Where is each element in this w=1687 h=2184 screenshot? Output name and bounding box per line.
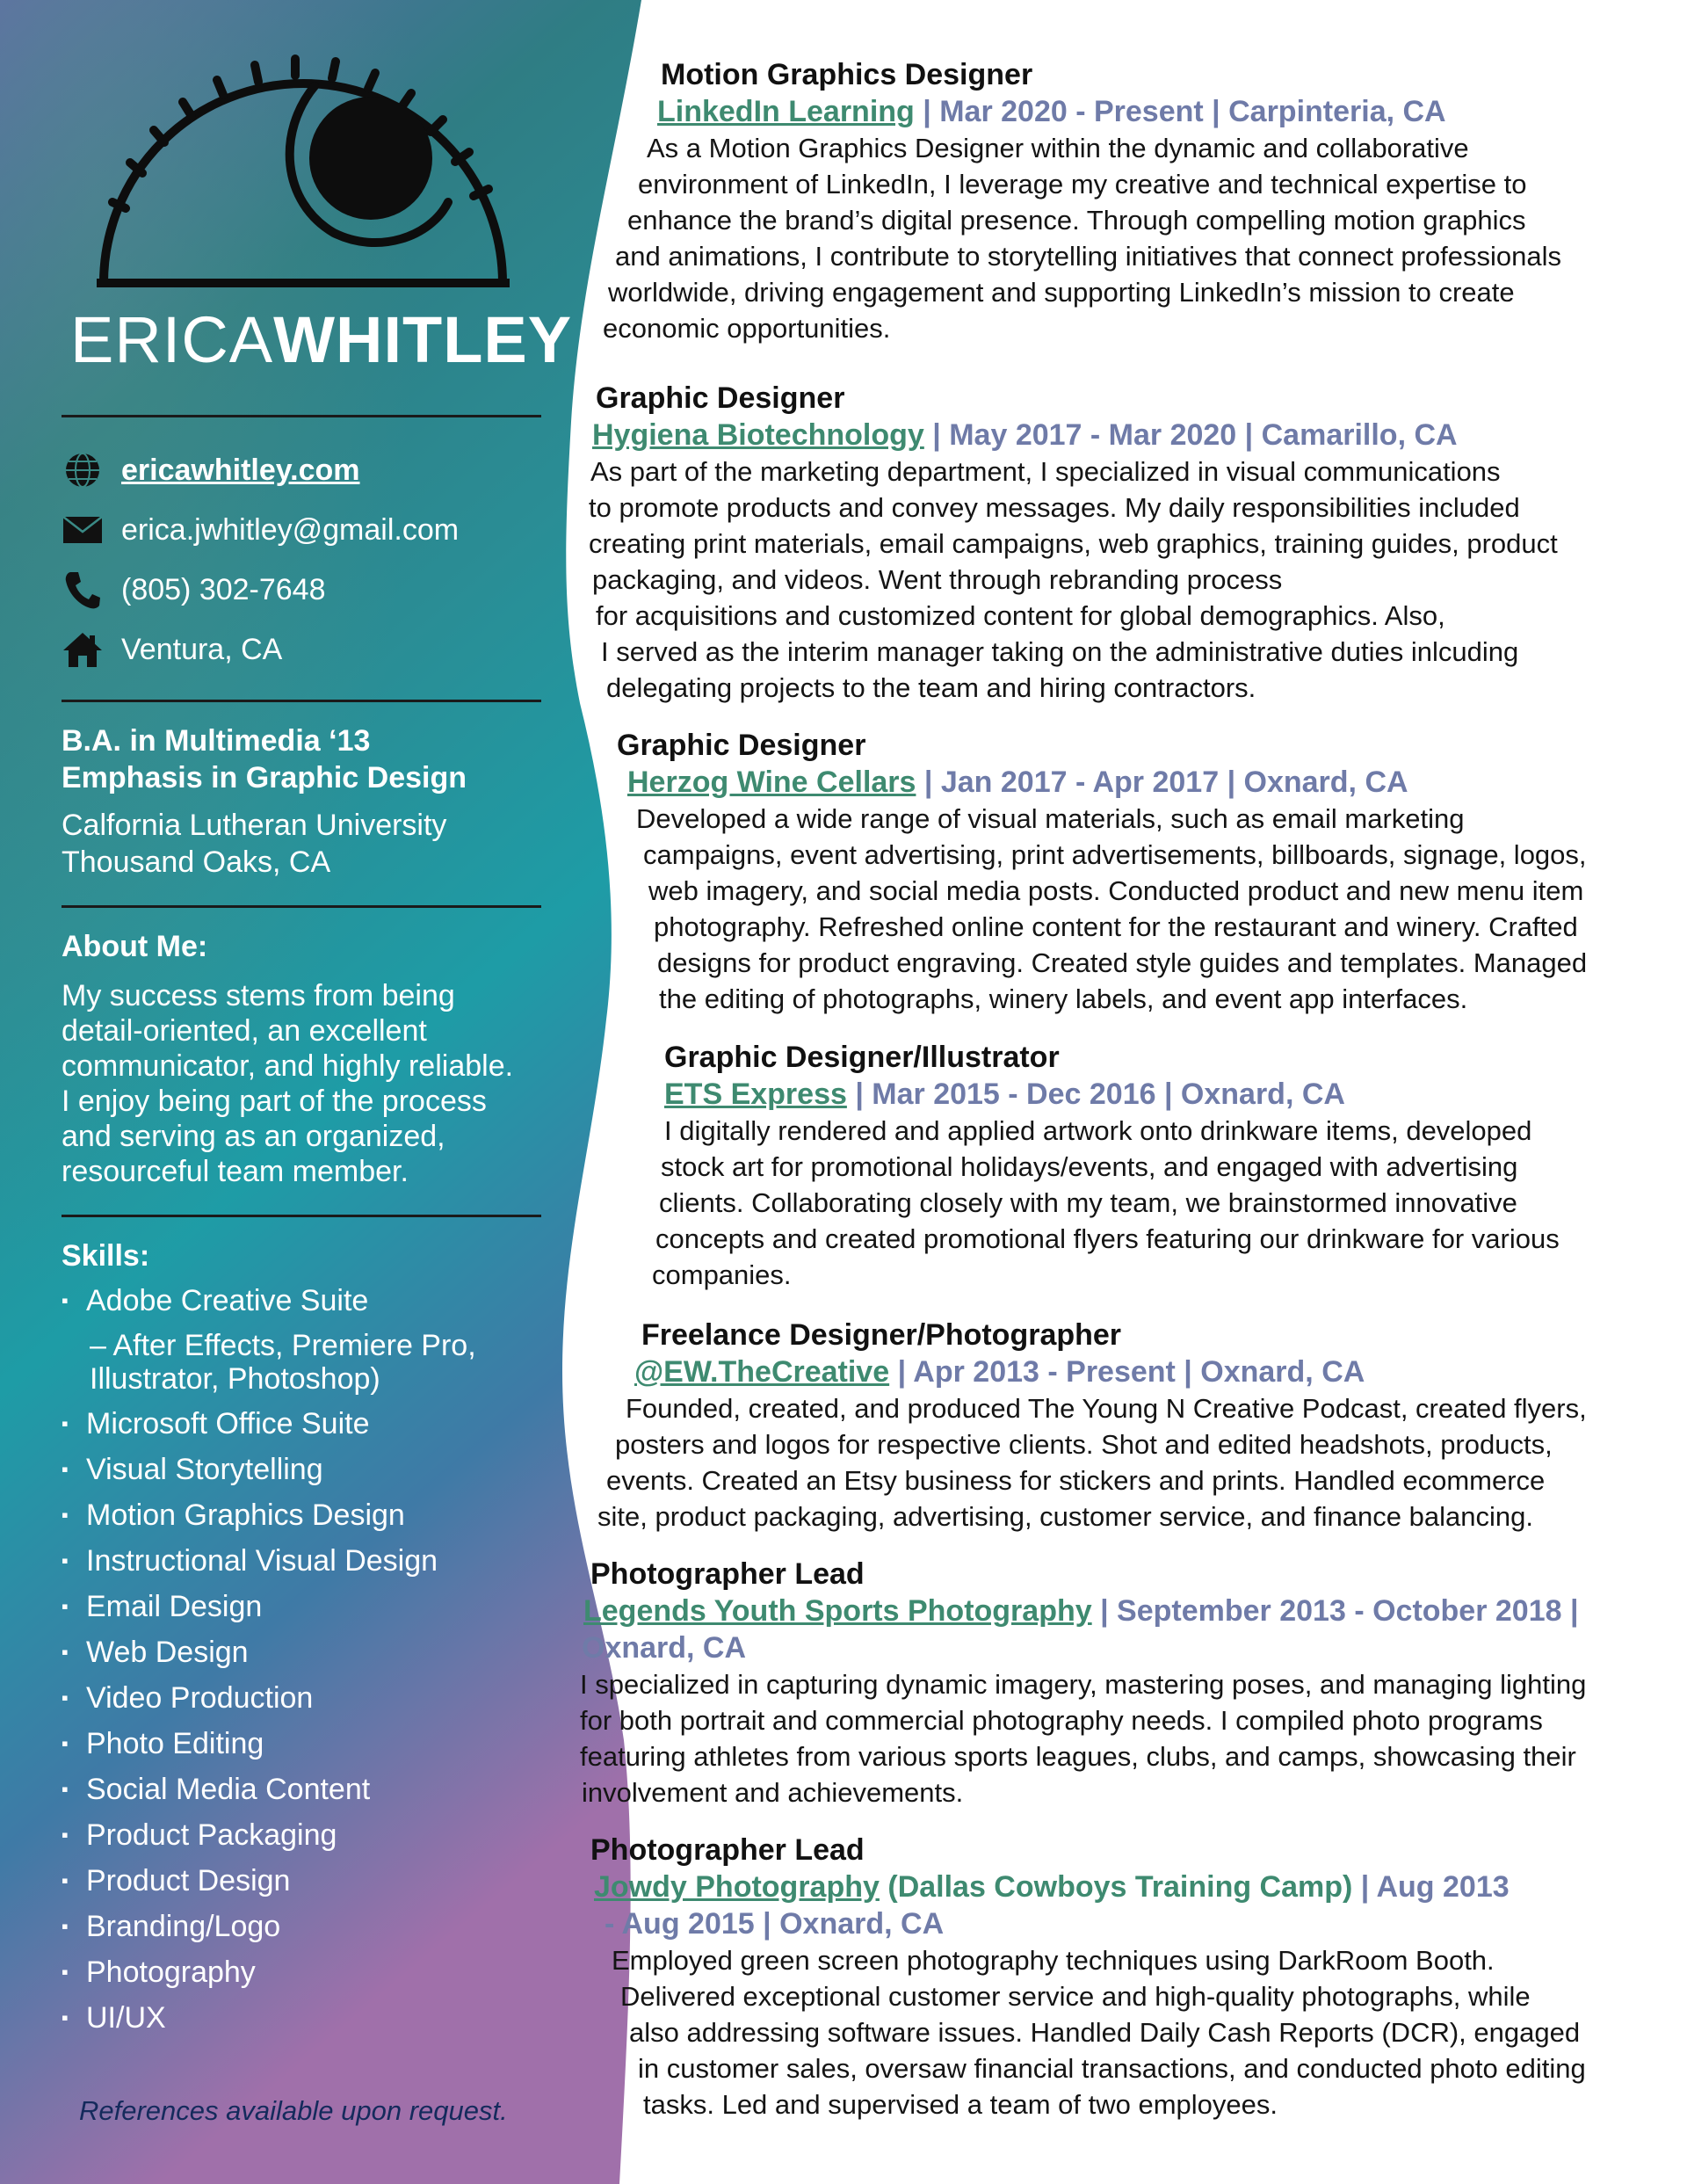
job-desc-line: also addressing software issues. Handled Daily Cash Reports (DCR), engaged — [629, 2017, 1581, 2048]
job-desc-line: worldwide, driving engagement and supporting LinkedIn’s mission to create — [608, 277, 1515, 308]
job-desc-line: stock art for promotional holidays/events, and engaged with advertising — [661, 1151, 1518, 1182]
job-meta — [583, 1593, 1586, 1629]
skill-item: ▪ Photo Editing — [62, 1726, 554, 1772]
company-link[interactable]: Legends Youth Sports Photography — [583, 1594, 1092, 1628]
job-details: | Mar 2015 - Dec 2016 | Oxnard, CA — [846, 1077, 1345, 1111]
job-desc-line: environment of LinkedIn, I leverage my creative and technical expertise to — [638, 169, 1527, 200]
skill-item: ▪ Social Media Content — [62, 1772, 554, 1818]
envelope-icon — [62, 509, 104, 551]
job-desc-line: economic opportunities. — [603, 313, 891, 344]
divider — [62, 700, 541, 702]
job-details: | Apr 2013 - Present | Oxnard, CA — [889, 1355, 1365, 1389]
job-desc-line: to promote products and convey messages. My daily responsibilities included — [589, 492, 1520, 523]
job-desc-line: and animations, I contribute to storytelling initiatives that connect professionals — [615, 241, 1561, 272]
job-title: Graphic Designer — [617, 729, 866, 762]
job-meta — [657, 93, 1561, 130]
job-meta-location: Oxnard, CA — [582, 1631, 747, 1665]
job-title: Photographer Lead — [590, 1557, 865, 1591]
full-name — [70, 303, 573, 376]
skill-item: ▪ Product Packaging — [62, 1818, 554, 1863]
location-text: Ventura, CA — [121, 632, 283, 666]
job-details: | Aug 2013 — [1352, 1870, 1510, 1904]
job-desc-line: I served as the interim manager taking on the administrative duties inlcuding — [601, 636, 1519, 667]
phone-icon — [62, 569, 104, 611]
company-link[interactable]: ETS Express — [664, 1077, 847, 1111]
job-desc-line: creating print materials, email campaigns, web graphics, training guides, product — [589, 528, 1558, 559]
skills-heading: Skills: — [62, 1239, 150, 1273]
skill-item: ▪ Photography — [62, 1955, 554, 2000]
skill-item: ▪ Email Design — [62, 1589, 554, 1635]
skills-list — [62, 1283, 554, 2046]
job-details: | Mar 2020 - Present | Carpinteria, CA — [914, 95, 1446, 128]
job-desc-line: enhance the brand’s digital presence. Through compelling motion graphics — [627, 205, 1526, 236]
degree-line: B.A. in Multimedia ‘13 — [62, 724, 371, 758]
company-link[interactable]: @EW.TheCreative — [634, 1355, 890, 1389]
job-desc-line: Developed a wide range of visual materials, such as email marketing — [636, 803, 1465, 834]
job-meta — [594, 1868, 1586, 1905]
job-desc-line: web imagery, and social media posts. Conducted product and new menu item — [648, 875, 1584, 906]
job-desc-line: As part of the marketing department, I specialized in visual communications — [590, 456, 1501, 487]
divider — [62, 415, 541, 417]
skill-item: ▪ Adobe Creative Suite — [62, 1283, 554, 1329]
job-details: | September 2013 - October 2018 | — [1091, 1594, 1579, 1628]
job-meta — [664, 1076, 1560, 1113]
contact-location — [62, 628, 282, 671]
emphasis-line: Emphasis in Graphic Design — [62, 761, 467, 795]
job-meta — [634, 1353, 1587, 1390]
job-desc-line: Employed green screen photography techniques using DarkRoom Booth. — [612, 1945, 1495, 1976]
skill-item: ▪ UI/UX — [62, 2000, 554, 2046]
company-extra: (Dallas Cowboys Training Camp) — [879, 1870, 1353, 1904]
about-line: My success stems from being — [62, 979, 455, 1012]
first-name: ERICA — [70, 303, 274, 376]
job-entry — [652, 1039, 1560, 1293]
skill-item: ▪ Branding/Logo — [62, 1909, 554, 1955]
about-line: communicator, and highly reliable. — [62, 1049, 514, 1083]
company-link[interactable]: LinkedIn Learning — [657, 95, 915, 128]
company-link[interactable]: Herzog Wine Cellars — [627, 765, 916, 799]
email-text: erica.jwhitley@gmail.com — [121, 512, 460, 547]
job-details: | Jan 2017 - Apr 2017 | Oxnard, CA — [916, 765, 1408, 799]
skill-item: ▪ Web Design — [62, 1635, 554, 1680]
skill-item: ▪ Motion Graphics Design — [62, 1498, 554, 1543]
school-location: Thousand Oaks, CA — [62, 845, 331, 879]
company-link[interactable]: Jowdy Photography — [594, 1870, 880, 1904]
job-title: Graphic Designer — [596, 381, 845, 415]
about-line: detail-oriented, an excellent — [62, 1014, 427, 1048]
contact-website[interactable] — [62, 448, 360, 492]
job-desc-line: involvement and achievements. — [582, 1777, 964, 1808]
job-desc-line: I specialized in capturing dynamic imagery, mastering poses, and managing lighting — [580, 1669, 1587, 1700]
job-entry — [589, 380, 1558, 706]
job-desc-line: featuring athletes from various sports leagues, clubs, and camps, showcasing their — [580, 1741, 1576, 1772]
job-meta-continued: - Aug 2015 | Oxnard, CA — [605, 1907, 945, 1941]
divider — [62, 1215, 541, 1217]
job-desc-line: campaigns, event advertising, print advertisements, billboards, signage, logos, — [643, 839, 1587, 870]
company-link[interactable]: Hygiena Biotechnology — [592, 418, 924, 452]
job-title: Freelance Designer/Photographer — [641, 1318, 1122, 1352]
skill-item: ▪ Video Production — [62, 1680, 554, 1726]
skill-item: ▪ Product Design — [62, 1863, 554, 1909]
skill-item: ▪ Microsoft Office Suite — [62, 1406, 554, 1452]
job-desc-line: packaging, and videos. Went through rebranding process — [592, 564, 1283, 595]
job-desc-line: in customer sales, oversaw financial transactions, and conducted photo editing — [638, 2053, 1586, 2084]
job-desc-line: for acquisitions and customized content for global demographics. Also, — [596, 600, 1445, 631]
job-desc-line: companies. — [652, 1259, 792, 1290]
education-school — [62, 807, 446, 881]
job-entry — [603, 56, 1561, 346]
job-desc-line: tasks. Led and supervised a team of two employees. — [643, 2089, 1278, 2120]
about-line: and serving as an organized, — [62, 1120, 445, 1153]
job-desc-line: site, product packaging, advertising, customer service, and finance balancing. — [597, 1501, 1533, 1532]
job-desc-line: events. Created an Etsy business for stickers and prints. Handled ecommerce — [606, 1465, 1546, 1496]
job-desc-line: photography. Refreshed online content for the restaurant and winery. Crafted — [654, 911, 1578, 942]
job-entry — [590, 1832, 1586, 2122]
job-entry — [580, 1556, 1587, 1810]
job-desc-line: Founded, created, and produced The Young N Creative Podcast, created flyers, — [626, 1393, 1587, 1424]
job-desc-line: for both portrait and commercial photography needs. I compiled photo programs — [580, 1705, 1543, 1736]
job-desc-line: Delivered exceptional customer service and high-quality photographs, while — [620, 1981, 1531, 2012]
job-desc-line: clients. Collaborating closely with my team, we brainstormed innovative — [659, 1187, 1517, 1218]
job-details: | May 2017 - Mar 2020 | Camarillo, CA — [923, 418, 1458, 452]
about-line: I enjoy being part of the process — [62, 1085, 487, 1118]
job-title: Photographer Lead — [590, 1833, 865, 1867]
contact-email — [62, 508, 459, 552]
globe-icon — [62, 449, 104, 491]
about-heading: About Me: — [62, 930, 208, 963]
job-desc-line: concepts and created promotional flyers featuring our drinkware for various — [655, 1223, 1560, 1254]
job-entry — [617, 727, 1587, 1017]
job-meta — [627, 764, 1587, 801]
website-link[interactable]: ericawhitley.com — [121, 453, 360, 487]
skill-item: ▪ Visual Storytelling — [62, 1452, 554, 1498]
job-desc-line: the editing of photographs, winery labels, and event app interfaces. — [659, 983, 1468, 1014]
job-desc-line: As a Motion Graphics Designer within the dynamic and collaborative — [647, 133, 1469, 163]
about-text — [62, 978, 554, 1189]
references-note: References available upon request. — [79, 2095, 508, 2126]
about-line: resourceful team member. — [62, 1155, 409, 1188]
job-title: Motion Graphics Designer — [661, 58, 1033, 91]
eye-sun-icon — [97, 35, 510, 299]
contact-phone — [62, 568, 326, 612]
school-name: Calfornia Lutheran University — [62, 809, 447, 842]
home-icon — [62, 628, 104, 671]
job-entry — [597, 1317, 1587, 1535]
skill-item: ▪ Instructional Visual Design — [62, 1543, 554, 1589]
sidebar — [0, 0, 633, 2184]
skill-subitem: – After Effects, Premiere Pro, Illustrator, Photoshop) — [90, 1329, 476, 1396]
divider — [62, 905, 541, 908]
job-desc-line: delegating projects to the team and hiring contractors. — [606, 672, 1256, 703]
job-title: Graphic Designer/Illustrator — [664, 1041, 1060, 1074]
job-desc-line: posters and logos for respective clients. Shot and edited headshots, products, — [615, 1429, 1553, 1460]
job-desc-line: I digitally rendered and applied artwork onto drinkware items, developed — [664, 1115, 1532, 1146]
job-desc-line: designs for product engraving. Created style guides and templates. Managed — [657, 947, 1588, 978]
phone-text: (805) 302-7648 — [121, 572, 326, 606]
education-degree — [62, 722, 467, 796]
job-meta — [592, 417, 1558, 453]
last-name: WHITLEY — [273, 303, 573, 376]
